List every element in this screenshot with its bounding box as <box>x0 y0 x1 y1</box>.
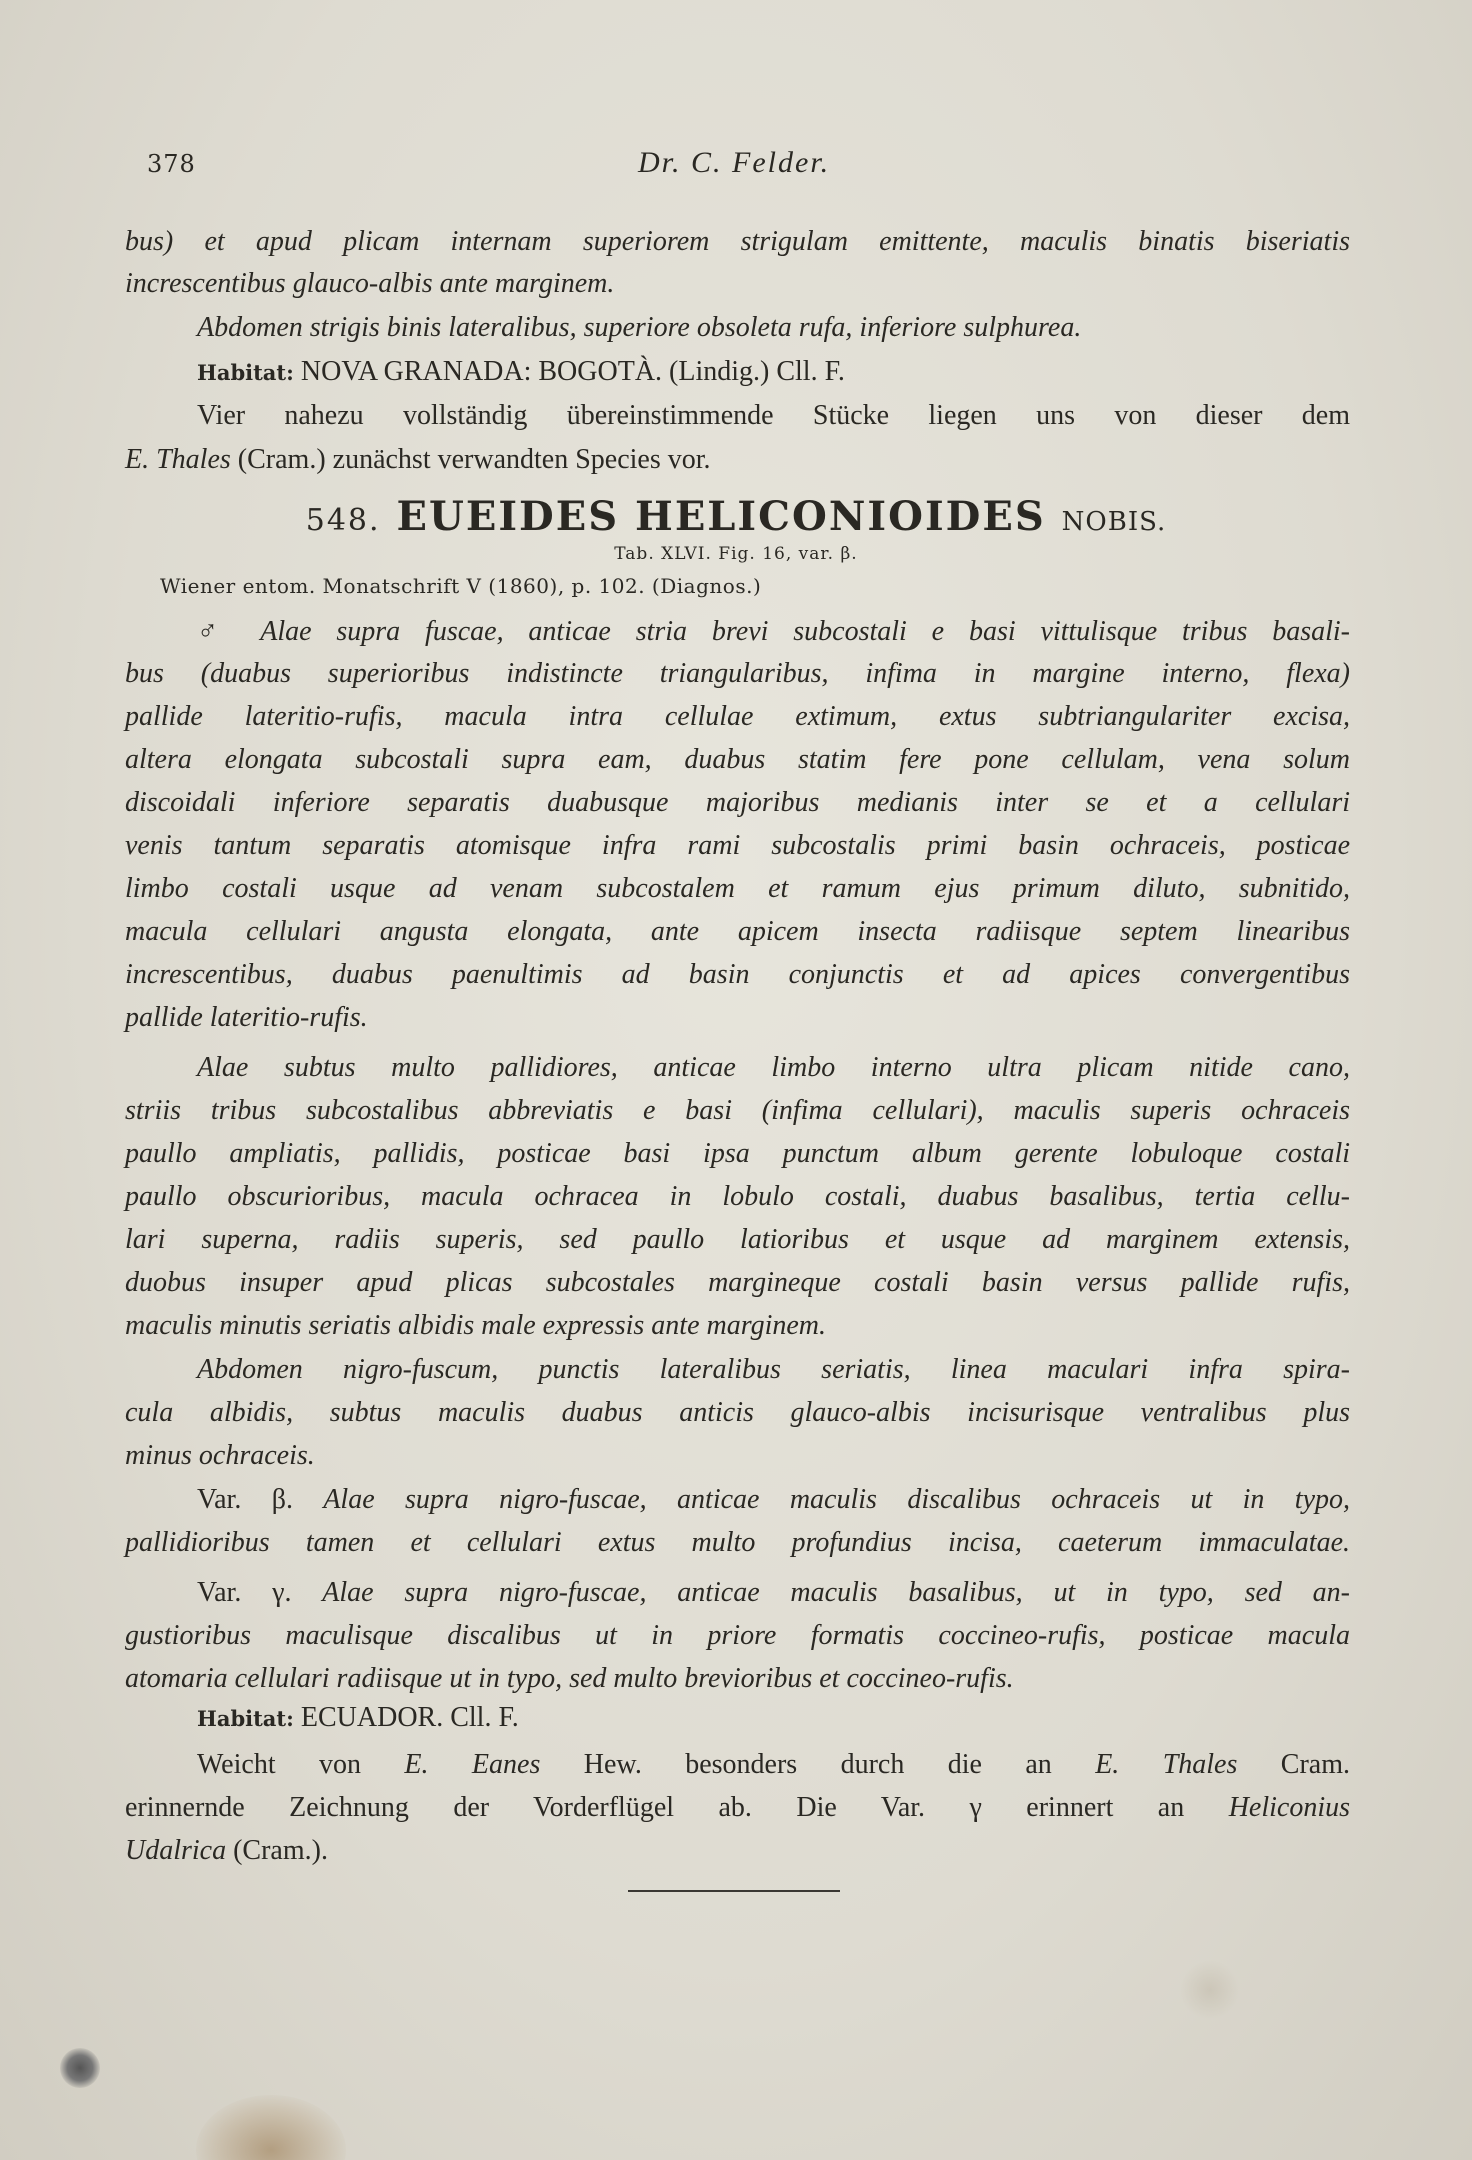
text-line: ♂ Alae supra fuscae, anticae stria brevi subcostali e basi vittulisque tribus basali- <box>197 616 1350 647</box>
species-ref: Udalrica <box>125 1835 227 1866</box>
habitat-line <box>125 352 1350 392</box>
text-line: bus) et apud plicam internam superiorem strigulam emittente, maculis binatis biseriatis <box>125 226 1350 257</box>
text-line: Abdomen nigro-fuscum, punctis lateralibus seriatis, linea maculari infra spira- <box>197 1354 1350 1385</box>
text-line: pallide lateritio-rufis. <box>125 1002 368 1033</box>
species-ref: Heliconius <box>1228 1792 1350 1823</box>
text-line: paullo obscurioribus, macula ochracea in lobulo costali, duabus basalibus, tertia cellu- <box>125 1181 1350 1212</box>
text-line <box>125 1573 1350 1613</box>
text-line <box>125 440 1350 480</box>
text-line: Vier nahezu vollständig übereinstimmende Stücke liegen uns von dieser dem <box>197 400 1350 431</box>
plate-reference: Tab. XLVI. Fig. 16, var. β. <box>614 544 858 564</box>
species-ref: E. Thales <box>125 444 231 475</box>
foxing-stain <box>1180 1960 1240 2020</box>
species-author: NOBIS. <box>1061 507 1167 537</box>
text-line: pallidioribus tamen et cellulari extus multo profundius incisa, caeterum immaculatae. <box>125 1527 1350 1558</box>
text-line: venis tantum separatis atomisque infra rami subcostalis primi basin ochraceis, posticae <box>125 830 1350 861</box>
text-span: Weicht von <box>197 1749 405 1780</box>
ink-blot <box>60 2048 100 2088</box>
text-line: discoidali inferiore separatis duabusque majoribus medianis inter se et a cellulari <box>125 787 1350 818</box>
text-span: Hew. besonders durch die an <box>540 1749 1096 1780</box>
text-line: increscentibus, duabus paenultimis ad basin conjunctis et ad apices convergentibus <box>125 959 1350 990</box>
running-head: Dr. C. Felder. <box>638 146 831 179</box>
page-number: 378 <box>147 150 196 178</box>
section-divider <box>628 1890 840 1892</box>
text-line: pallide lateritio-rufis, macula intra cellulae extimum, extus subtriangulariter excisa, <box>125 701 1350 732</box>
text-line: increscentibus glauco-albis ante marginem. <box>125 268 615 299</box>
variety-label: Var. β. <box>197 1484 293 1515</box>
text-span: Cram. <box>1237 1749 1351 1780</box>
text-line: striis tribus subcostalibus abbreviatis e basi (infima cellulari), maculis superis ochraceis <box>125 1095 1350 1126</box>
variety-text: Alae supra nigro-fuscae, anticae maculis basalibus, ut in typo, sed an- <box>322 1577 1350 1608</box>
habitat-line <box>125 1698 1350 1738</box>
text-line: duobus insuper apud plicas subcostales margineque costali basin versus pallide rufis, <box>125 1267 1350 1298</box>
text-line <box>125 1745 1350 1785</box>
text-line: Abdomen strigis binis lateralibus, superiore obsoleta rufa, inferiore sulphurea. <box>197 312 1082 343</box>
text-line: atomaria cellulari radiisque ut in typo, sed multo brevioribus et coccineo-rufis. <box>125 1663 1014 1694</box>
text-line: cula albidis, subtus maculis duabus anticis glauco-albis incisurisque ventralibus plus <box>125 1397 1350 1428</box>
species-heading <box>0 493 1472 540</box>
text-line <box>125 1788 1350 1828</box>
species-name: EUEIDES HELICONIOIDES <box>396 493 1046 540</box>
text-line: lari superna, radiis superis, sed paullo latioribus et usque ad marginem extensis, <box>125 1224 1350 1255</box>
text-span: (Cram.) zunächst verwandten Species vor. <box>230 444 711 475</box>
text-line: paullo ampliatis, pallidis, posticae basi ipsa punctum album gerente lobuloque costali <box>125 1138 1350 1169</box>
variety-text: Alae supra nigro-fuscae, anticae maculis discalibus ochraceis ut in typo, <box>323 1484 1350 1515</box>
text-line: Alae subtus multo pallidiores, anticae limbo interno ultra plicam nitide cano, <box>197 1052 1350 1083</box>
page-header <box>0 146 1472 190</box>
citation: Wiener entom. Monatschrift V (1860), p. 102. (Diagnos.) <box>160 574 762 598</box>
text-line: maculis minutis seriatis albidis male expressis ante marginem. <box>125 1310 826 1341</box>
foxing-stain <box>196 2095 346 2160</box>
text-line: macula cellulari angusta elongata, ante apicem insecta radiisque septem linearibus <box>125 916 1350 947</box>
text-line <box>125 1480 1350 1520</box>
variety-label: Var. γ. <box>197 1577 292 1608</box>
text-span: erinnernde Zeichnung der Vorderflügel ab. Die Var. γ erinnert an <box>125 1792 1229 1823</box>
habitat-label: Habitat: <box>197 1706 294 1731</box>
text-span: (Cram.). <box>226 1835 328 1866</box>
habitat-text: NOVA GRANADA: BOGOTÀ. (Lindig.) Cll. F. <box>293 356 845 387</box>
species-ref: E. Eanes <box>404 1749 541 1780</box>
text-line <box>125 1831 1350 1871</box>
text-line: altera elongata subcostali supra eam, duabus statim fere pone cellulam, vena solum <box>125 744 1350 775</box>
species-number: 548. <box>305 503 381 538</box>
text-line: gustioribus maculisque discalibus ut in priore formatis coccineo-rufis, posticae macula <box>125 1620 1350 1651</box>
text-line: limbo costali usque ad venam subcostalem et ramum ejus primum diluto, subnitido, <box>125 873 1350 904</box>
species-ref: E. Thales <box>1095 1749 1238 1780</box>
habitat-text: ECUADOR. Cll. F. <box>293 1702 519 1733</box>
text-line: bus (duabus superioribus indistincte triangularibus, infima in margine interno, flexa) <box>125 658 1350 689</box>
text-line: minus ochraceis. <box>125 1440 315 1471</box>
habitat-label: Habitat: <box>197 360 294 385</box>
